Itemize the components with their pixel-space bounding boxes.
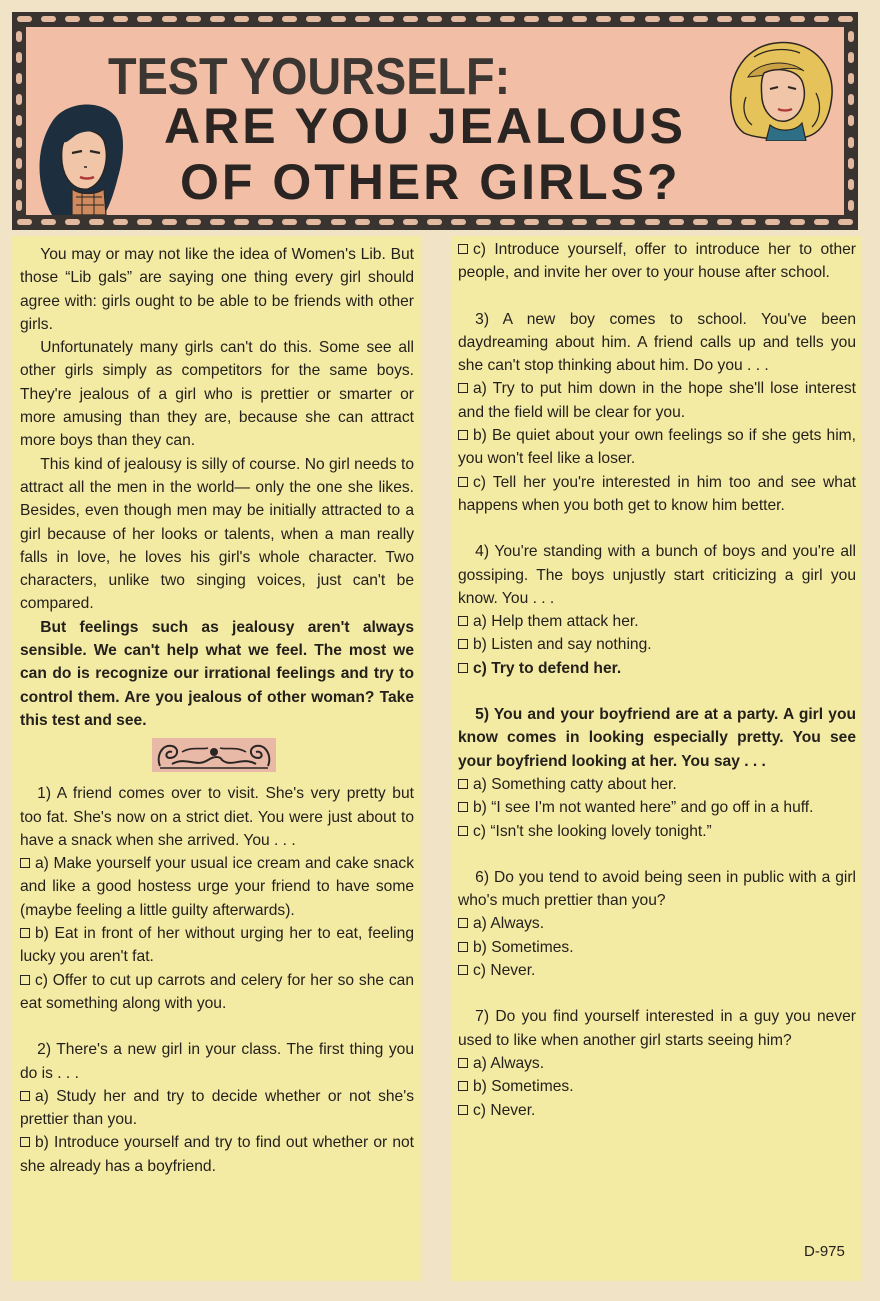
- film-perforations-right: [845, 26, 857, 216]
- question-3-text: 3) A new boy comes to school. You've been daydreaming about him. A friend calls up and tells you she can't stop thinking about him. Do you . . .: [458, 310, 856, 375]
- option-label: b) Eat in front of her without urging her to eat, feeling lucky you aren't fat.: [20, 925, 414, 966]
- checkbox-icon[interactable]: [20, 928, 30, 938]
- option-label: a) Try to put him down in the hope she'll lose interest and the field will be clear for you.: [458, 380, 856, 421]
- banner-title-line-1: TEST YOURSELF:: [108, 48, 511, 106]
- intro-paragraph-3: This kind of jealousy is silly of course. No girl needs to attract all the men in the world— only the one she likes. Besides, even though men may be initially attracted to a girl because of her looks or talents, when a man really falls in love, he loves his girl's whole character. Two characters, unlike two singing voices, just can't be compared.: [20, 455, 414, 613]
- page-code: D-975: [804, 1243, 845, 1260]
- film-perforations-bottom: [12, 216, 858, 228]
- option-label: c) Try to defend her.: [473, 659, 622, 677]
- question-7-option-b[interactable]: [458, 1075, 856, 1098]
- banner-panel: [26, 27, 844, 215]
- checkbox-icon[interactable]: [458, 942, 468, 952]
- option-label: a) Help them attack her.: [473, 613, 639, 631]
- checkbox-icon[interactable]: [20, 858, 30, 868]
- question-2-option-c[interactable]: [458, 238, 856, 285]
- checkbox-icon[interactable]: [458, 616, 468, 626]
- checkbox-icon[interactable]: [458, 802, 468, 812]
- question-4-option-a[interactable]: [458, 610, 856, 633]
- question-1-text: 1) A friend comes over to visit. She's very pretty but too fat. She's now on a strict diet. You were just about to have a snack when she arrived. You . . .: [20, 785, 414, 849]
- option-label: c) Tell her you're interested in him too and see what happens when you both get to know him better.: [458, 473, 856, 514]
- option-label: b) Sometimes.: [473, 1078, 574, 1096]
- checkbox-icon[interactable]: [20, 975, 30, 985]
- option-label: c) “Isn't she looking lovely tonight.”: [473, 822, 712, 840]
- blonde-girl-portrait: [726, 37, 838, 141]
- left-column: [12, 236, 422, 1281]
- film-perforations-left: [13, 26, 25, 216]
- checkbox-icon[interactable]: [458, 779, 468, 789]
- option-label: b) “I see I'm not wanted here” and go off in a huff.: [473, 799, 814, 817]
- question-7-text: 7) Do you find yourself interested in a guy you never used to like when another girl starts seeing him?: [458, 1008, 856, 1049]
- checkbox-icon[interactable]: [458, 639, 468, 649]
- question-5-text: 5) You and your boyfriend are at a party. A girl you know comes in looking especially pretty. You see your boyfriend looking at her. You say . . .: [458, 706, 856, 770]
- question-1-option-c[interactable]: [20, 969, 414, 1016]
- checkbox-icon[interactable]: [458, 1081, 468, 1091]
- banner-title-line-2: ARE YOU JEALOUS: [164, 98, 686, 154]
- checkbox-icon[interactable]: [458, 826, 468, 836]
- question-7-option-c[interactable]: [458, 1099, 856, 1122]
- intro-paragraph-4: But feelings such as jealousy aren't always sensible. We can't help what we feel. The most we can do is recognize our irrational feelings and try to control them. Are you jealous of other woman? Take this test and see.: [20, 618, 414, 729]
- checkbox-icon[interactable]: [458, 1105, 468, 1115]
- option-label: b) Introduce yourself and try to find out whether or not she already has a boyfriend.: [20, 1134, 414, 1175]
- option-label: c) Introduce yourself, offer to introduce her to other people, and invite her over to your house after school.: [458, 241, 856, 282]
- option-label: b) Sometimes.: [473, 938, 574, 956]
- option-label: c) Never.: [473, 1101, 536, 1119]
- film-perforations-top: [12, 13, 858, 25]
- question-3-option-b[interactable]: [458, 424, 856, 471]
- banner-title-line-3: OF OTHER GIRLS?: [180, 154, 681, 210]
- question-4-text: 4) You're standing with a bunch of boys and you're all gossiping. The boys unjustly start criticizing a girl you know. You . . .: [458, 543, 856, 607]
- question-6-option-c[interactable]: [458, 959, 856, 982]
- question-3-option-a[interactable]: [458, 377, 856, 424]
- question-7-option-a[interactable]: [458, 1052, 856, 1075]
- question-6-option-b[interactable]: [458, 936, 856, 959]
- option-label: b) Be quiet about your own feelings so if she gets him, you won't feel like a loser.: [458, 427, 856, 468]
- checkbox-icon[interactable]: [458, 244, 468, 254]
- question-4-option-b[interactable]: [458, 633, 856, 656]
- question-5-option-b[interactable]: [458, 796, 856, 819]
- title-banner: [12, 12, 858, 230]
- question-5-option-a[interactable]: [458, 773, 856, 796]
- option-label: a) Make yourself your usual ice cream and cake snack and like a good hostess urge your friend to have some (maybe feeling a little guilty afterwards).: [20, 855, 414, 919]
- option-label: a) Always.: [473, 1054, 545, 1072]
- checkbox-icon[interactable]: [458, 430, 468, 440]
- question-3-option-c[interactable]: [458, 471, 856, 518]
- dark-haired-girl-portrait: [32, 97, 128, 215]
- option-label: b) Listen and say nothing.: [473, 636, 652, 654]
- right-column: [452, 236, 862, 1281]
- checkbox-icon[interactable]: [20, 1137, 30, 1147]
- question-6-option-a[interactable]: [458, 912, 856, 935]
- question-2-option-b[interactable]: [20, 1131, 414, 1178]
- question-1-option-b[interactable]: [20, 922, 414, 969]
- checkbox-icon[interactable]: [458, 477, 468, 487]
- checkbox-icon[interactable]: [458, 965, 468, 975]
- intro-paragraph-1: You may or may not like the idea of Women's Lib. But those “Lib gals” are saying one thing every girl should agree with: girls ought to be able to be friends with other girls.: [20, 246, 414, 333]
- checkbox-icon[interactable]: [458, 1058, 468, 1068]
- question-2-option-a[interactable]: [20, 1085, 414, 1132]
- option-label: c) Offer to cut up carrots and celery for her so she can eat something along with you.: [20, 971, 414, 1012]
- question-6-text: 6) Do you tend to avoid being seen in public with a girl who's much prettier than you?: [458, 868, 856, 910]
- option-label: a) Something catty about her.: [473, 775, 677, 793]
- question-4-option-c[interactable]: [458, 657, 856, 680]
- decorative-ornament-icon: [152, 738, 276, 772]
- question-1-option-a[interactable]: [20, 852, 414, 922]
- question-5-option-c[interactable]: [458, 820, 856, 843]
- question-2-text: 2) There's a new girl in your class. The first thing you do is . . .: [20, 1041, 414, 1082]
- intro-paragraph-2: Unfortunately many girls can't do this. Some see all other girls simply as competitors for the same boys. They're jealous of a girl who is prettier or smarter or more amusing than they are, because she can attract more boys than they can.: [20, 339, 414, 450]
- checkbox-icon[interactable]: [20, 1091, 30, 1101]
- option-label: a) Study her and try to decide whether or not she's prettier than you.: [20, 1087, 414, 1129]
- checkbox-icon[interactable]: [458, 663, 468, 673]
- checkbox-icon[interactable]: [458, 918, 468, 928]
- option-label: a) Always.: [473, 915, 545, 933]
- option-label: c) Never.: [473, 962, 536, 980]
- checkbox-icon[interactable]: [458, 383, 468, 393]
